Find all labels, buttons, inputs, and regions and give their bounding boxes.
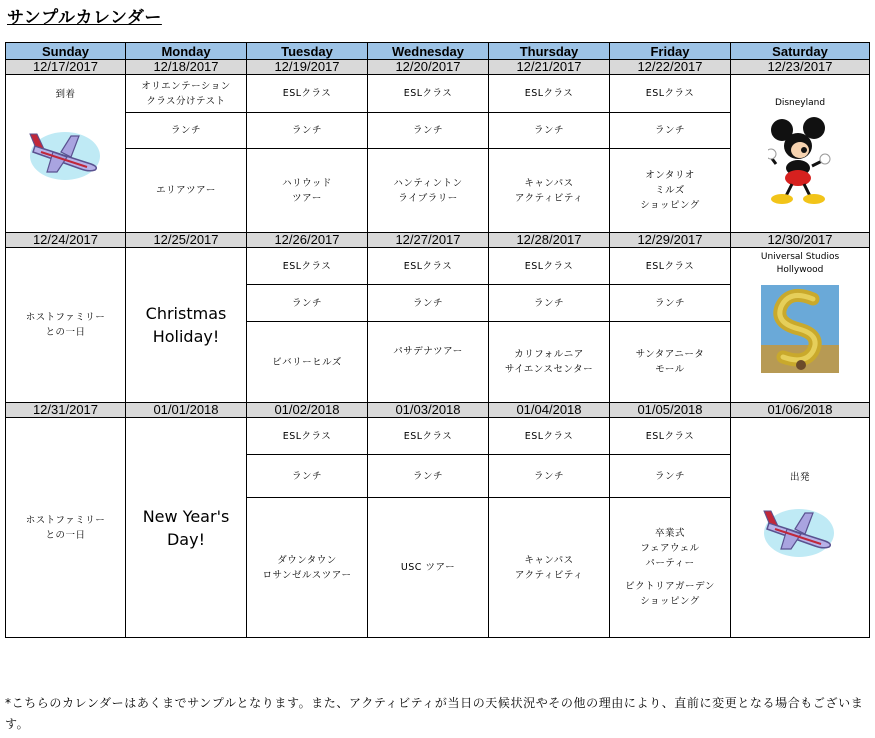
event-lunch: ランチ xyxy=(533,297,564,309)
event-universal-studios: Universal Studios Hollywood xyxy=(760,252,840,275)
event-esl-class: ESLクラス xyxy=(282,430,332,442)
event-cell xyxy=(489,248,610,285)
event-cell xyxy=(247,418,368,455)
date-cell: 12/31/2017 xyxy=(6,403,126,418)
event-esl-class: ESLクラス xyxy=(524,260,574,272)
event-graduation: 卒業式 フェアウェル パーティー xyxy=(640,528,700,569)
date-row xyxy=(6,403,870,418)
event-lunch: ランチ xyxy=(170,125,201,136)
day-header-sunday: Sunday xyxy=(6,43,126,60)
event-cell xyxy=(247,322,368,403)
event-cell xyxy=(368,285,489,322)
event-esl-class: ESLクラス xyxy=(282,260,332,272)
event-lunch: ランチ xyxy=(654,297,685,309)
event-cell xyxy=(247,248,368,285)
event-departure: 出発 xyxy=(789,472,810,483)
event-beverly-hills: ビバリーヒルズ xyxy=(272,356,342,368)
event-cell xyxy=(368,113,489,149)
event-cell xyxy=(126,75,247,113)
event-cell xyxy=(610,418,731,455)
airplane-icon xyxy=(731,499,869,561)
event-host-family: ホストファミリー との一日 xyxy=(25,312,106,338)
day-header-tuesday: Tuesday xyxy=(247,43,368,60)
event-cell xyxy=(610,498,731,638)
event-cell-saturday xyxy=(731,75,870,233)
event-host-family: ホストファミリー との一日 xyxy=(25,514,106,541)
event-ontario-mills: オンタリオ ミルズ ショッピング xyxy=(640,170,700,211)
event-cell xyxy=(489,149,610,233)
event-cell xyxy=(368,248,489,285)
event-cell xyxy=(489,498,610,638)
event-esl-class: ESLクラス xyxy=(403,88,453,99)
calendar-table xyxy=(5,42,870,638)
date-cell: 12/20/2017 xyxy=(368,60,489,75)
day-header-monday: Monday xyxy=(126,43,247,60)
event-cell xyxy=(610,248,731,285)
date-cell: 12/17/2017 xyxy=(6,60,126,75)
event-disneyland: Disneyland xyxy=(774,98,826,108)
event-cell xyxy=(368,418,489,455)
date-cell: 12/19/2017 xyxy=(247,60,368,75)
event-esl-class: ESLクラス xyxy=(403,260,453,272)
event-cell-sunday xyxy=(6,418,126,638)
event-arrival: 到着 xyxy=(55,89,76,100)
day-header-wednesday: Wednesday xyxy=(368,43,489,60)
event-esl-class: ESLクラス xyxy=(282,88,332,99)
event-lunch: ランチ xyxy=(533,125,564,136)
event-lunch: ランチ xyxy=(291,297,322,309)
date-cell: 12/30/2017 xyxy=(731,233,870,248)
event-cell xyxy=(489,322,610,403)
date-row xyxy=(6,60,870,75)
event-lunch: ランチ xyxy=(291,470,322,482)
date-cell: 12/25/2017 xyxy=(126,233,247,248)
event-cell xyxy=(610,285,731,322)
event-cell xyxy=(489,75,610,113)
date-cell: 01/05/2018 xyxy=(610,403,731,418)
airplane-icon xyxy=(6,122,125,184)
event-cell xyxy=(489,455,610,498)
date-cell: 01/03/2018 xyxy=(368,403,489,418)
event-usc-tour: USC ツアー xyxy=(400,562,456,573)
mickey-mouse-icon xyxy=(731,116,869,206)
event-cell-sunday xyxy=(6,248,126,403)
event-cell xyxy=(610,75,731,113)
event-cell xyxy=(368,322,489,403)
event-pasadena-tour: パサデナツアー xyxy=(393,346,463,357)
event-cell xyxy=(489,113,610,149)
event-hollywood-tour: ハリウッド ツアー xyxy=(282,177,332,204)
event-cell xyxy=(368,498,489,638)
event-esl-class: ESLクラス xyxy=(524,430,574,442)
event-lunch: ランチ xyxy=(291,125,322,136)
date-cell: 12/26/2017 xyxy=(247,233,368,248)
event-esl-class: ESLクラス xyxy=(645,88,695,99)
event-cell xyxy=(247,149,368,233)
date-cell: 12/28/2017 xyxy=(489,233,610,248)
date-row xyxy=(6,233,870,248)
day-header-saturday: Saturday xyxy=(731,43,870,60)
date-cell: 12/23/2017 xyxy=(731,60,870,75)
event-cell xyxy=(368,75,489,113)
page-title: サンプルカレンダー xyxy=(7,8,162,28)
event-cell xyxy=(368,149,489,233)
event-lunch: ランチ xyxy=(533,470,564,482)
event-cell xyxy=(247,498,368,638)
event-cell xyxy=(489,418,610,455)
event-huntington-library: ハンティントン ライブラリー xyxy=(393,177,463,204)
weekday-header-row xyxy=(6,43,870,60)
activity-row xyxy=(6,248,870,285)
date-cell: 01/01/2018 xyxy=(126,403,247,418)
event-cell xyxy=(126,149,247,233)
event-lunch: ランチ xyxy=(654,125,685,136)
event-orientation: オリエンテーション クラス分けテスト xyxy=(141,80,231,107)
date-cell: 01/04/2018 xyxy=(489,403,610,418)
date-cell: 12/29/2017 xyxy=(610,233,731,248)
event-cell xyxy=(368,455,489,498)
day-header-thursday: Thursday xyxy=(489,43,610,60)
event-new-years-day: New Year's Day! xyxy=(142,506,230,549)
event-lunch: ランチ xyxy=(654,470,685,482)
event-cell xyxy=(247,75,368,113)
event-downtown-la-tour: ダウンタウン ロサンゼルスツアー xyxy=(262,554,352,581)
event-cell-saturday xyxy=(731,418,870,638)
event-science-center: カリフォルニア サイエンスセンター xyxy=(504,349,594,375)
event-lunch: ランチ xyxy=(412,297,443,309)
universal-s-logo-icon xyxy=(731,285,869,373)
activity-row xyxy=(6,75,870,113)
footnote: *こちらのカレンダーはあくまでサンプルとなります。また、アクティビティが当日の天候状況やその他の理由により、直前に変更となる場合もございます。 xyxy=(5,696,864,731)
event-esl-class: ESLクラス xyxy=(645,430,695,442)
event-cell xyxy=(489,285,610,322)
day-header-friday: Friday xyxy=(610,43,731,60)
event-cell xyxy=(610,455,731,498)
event-esl-class: ESLクラス xyxy=(524,88,574,99)
date-cell: 01/02/2018 xyxy=(247,403,368,418)
event-esl-class: ESLクラス xyxy=(645,260,695,272)
event-area-tour: エリアツアー xyxy=(156,185,216,196)
event-cell-sunday xyxy=(6,75,126,233)
date-cell: 12/18/2017 xyxy=(126,60,247,75)
event-santa-anita-mall: サンタアニータ モール xyxy=(635,349,705,375)
event-cell xyxy=(247,113,368,149)
event-lunch: ランチ xyxy=(412,125,443,136)
event-cell xyxy=(126,113,247,149)
activity-row xyxy=(6,418,870,455)
event-cell-saturday xyxy=(731,248,870,403)
event-victoria-gardens: ビクトリアガーデン ショッピング xyxy=(625,581,715,607)
event-cell xyxy=(247,285,368,322)
event-campus-activity: キャンパス アクティビティ xyxy=(514,177,584,204)
event-cell xyxy=(247,455,368,498)
event-christmas-holiday: Christmas Holiday! xyxy=(145,304,227,346)
date-cell: 12/21/2017 xyxy=(489,60,610,75)
event-cell xyxy=(610,322,731,403)
date-cell: 01/06/2018 xyxy=(731,403,870,418)
event-lunch: ランチ xyxy=(412,470,443,482)
event-campus-activity: キャンパス アクティビティ xyxy=(514,554,584,581)
event-cell xyxy=(610,113,731,149)
date-cell: 12/22/2017 xyxy=(610,60,731,75)
event-cell-monday xyxy=(126,248,247,403)
event-cell xyxy=(610,149,731,233)
event-cell-monday xyxy=(126,418,247,638)
event-esl-class: ESLクラス xyxy=(403,430,453,442)
date-cell: 12/27/2017 xyxy=(368,233,489,248)
date-cell: 12/24/2017 xyxy=(6,233,126,248)
